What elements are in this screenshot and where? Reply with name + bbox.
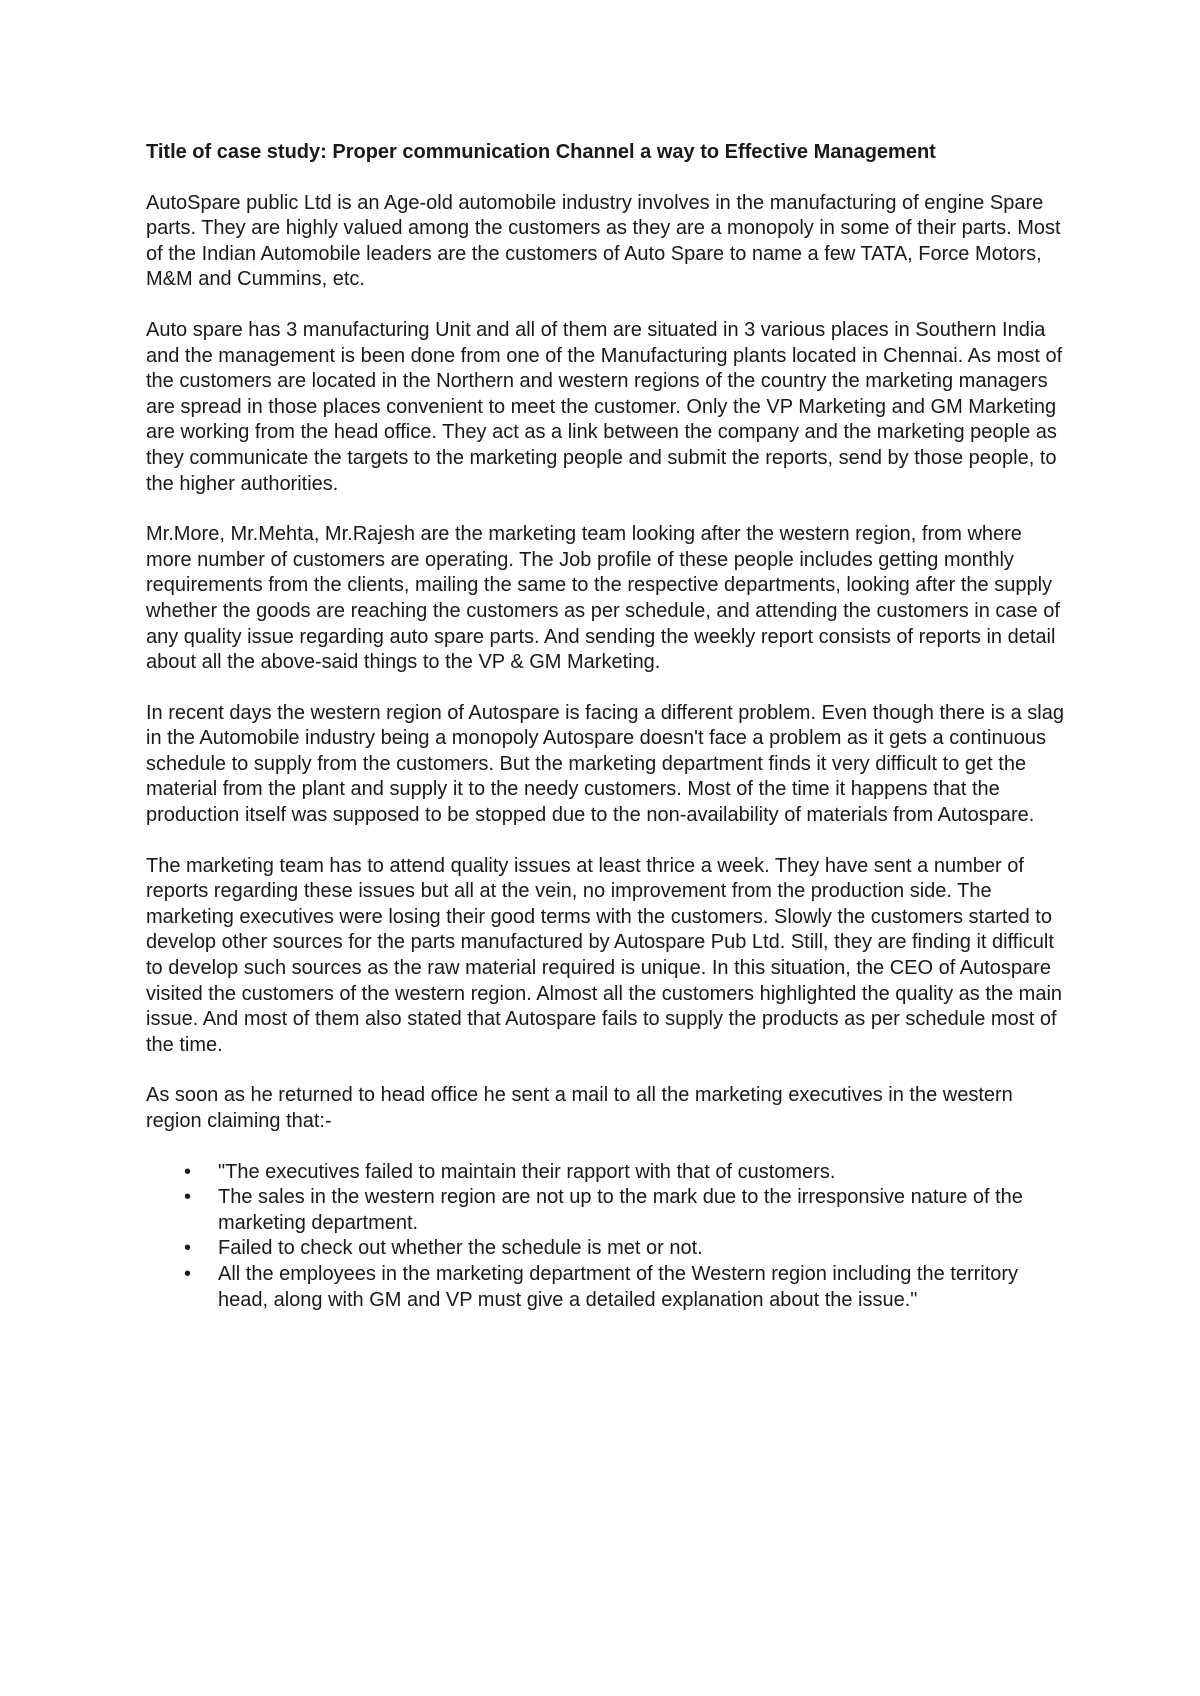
bullet-icon: • bbox=[184, 1186, 192, 1209]
list-item bbox=[146, 1236, 1066, 1262]
list-item bbox=[146, 1262, 1066, 1313]
bullet-icon: • bbox=[184, 1237, 192, 1260]
bullet-icon: • bbox=[184, 1262, 192, 1285]
list-item-text: "The executives failed to maintain their rapport with that of customers. bbox=[218, 1160, 836, 1183]
document-page bbox=[146, 140, 1066, 1313]
paragraph-ceo-mail: As soon as he returned to head office he sent a mail to all the marketing executives in the western region claiming that:- bbox=[146, 1084, 1013, 1132]
list-item bbox=[146, 1185, 1066, 1236]
paragraph-marketing-team: Mr.More, Mr.Mehta, Mr.Rajesh are the marketing team looking after the western region, from where more number of customers are operating. The Job profile of these people includes getting monthly requirements from the clients, mailing the same to the respective departments, looking after the supply whether the goods are reaching the customers as per schedule, and attending the customers in case of any quality issue regarding auto spare parts. And sending the weekly report consists of reports in detail about all the above-said things to the VP & GM Marketing. bbox=[146, 523, 1060, 674]
paragraph-intro: AutoSpare public Ltd is an Age-old automobile industry involves in the manufacturing of engine Spare parts. They are highly valued among the customers as they are a monopoly in some of their parts. Most of the Indian Automobile leaders are the customers of Auto Spare to name a few TATA, Force Motors, M&M and Cummins, etc. bbox=[146, 191, 1061, 291]
ceo-claims-list bbox=[146, 1160, 1066, 1314]
paragraph-western-region-problem: In recent days the western region of Autospare is facing a different problem. Even though there is a slag in the Automobile industry being a monopoly Autospare doesn't face a problem as it gets a continuous schedule to supply from the customers. But the marketing department finds it very difficult to get the material from the plant and supply it to the needy customers. Most of the time it happens that the production itself was supposed to be stopped due to the non-availability of materials from Autospare. bbox=[146, 701, 1064, 827]
list-item-text: The sales in the western region are not up to the mark due to the irresponsive nature of the marketing department. bbox=[218, 1186, 1023, 1234]
case-study-title: Title of case study: Proper communication Channel a way to Effective Management bbox=[146, 141, 936, 163]
paragraph-manufacturing-units: Auto spare has 3 manufacturing Unit and all of them are situated in 3 various places in Southern India and the management is been done from one of the Manufacturing plants located in Chennai. As most of the customers are located in the Northern and western regions of the country the marketing managers are spread in those places convenient to meet the customer. Only the VP Marketing and GM Marketing are working from the head office. They act as a link between the company and the marketing people as they communicate the targets to the marketing people and submit the reports, send by those people, to the higher authorities. bbox=[146, 318, 1063, 495]
list-item-text: All the employees in the marketing department of the Western region including the territory head, along with GM and VP must give a detailed explanation about the issue." bbox=[218, 1262, 1019, 1311]
list-item bbox=[146, 1160, 1066, 1186]
paragraph-quality-issues: The marketing team has to attend quality issues at least thrice a week. They have sent a number of reports regarding these issues but all at the vein, no improvement from the production side. The marketing executives were losing their good terms with the customers. Slowly the customers started to develop other sources for the parts manufactured by Autospare Pub Ltd. Still, they are finding it difficult to develop such sources as the raw material required is unique. In this situation, the CEO of Autospare visited the customers of the western region. Almost all the customers highlighted the quality as the main issue. And most of them also stated that Autospare fails to supply the products as per schedule most of the time. bbox=[146, 854, 1063, 1056]
list-item-text: Failed to check out whether the schedule is met or not. bbox=[218, 1237, 703, 1260]
bullet-icon: • bbox=[184, 1160, 192, 1183]
